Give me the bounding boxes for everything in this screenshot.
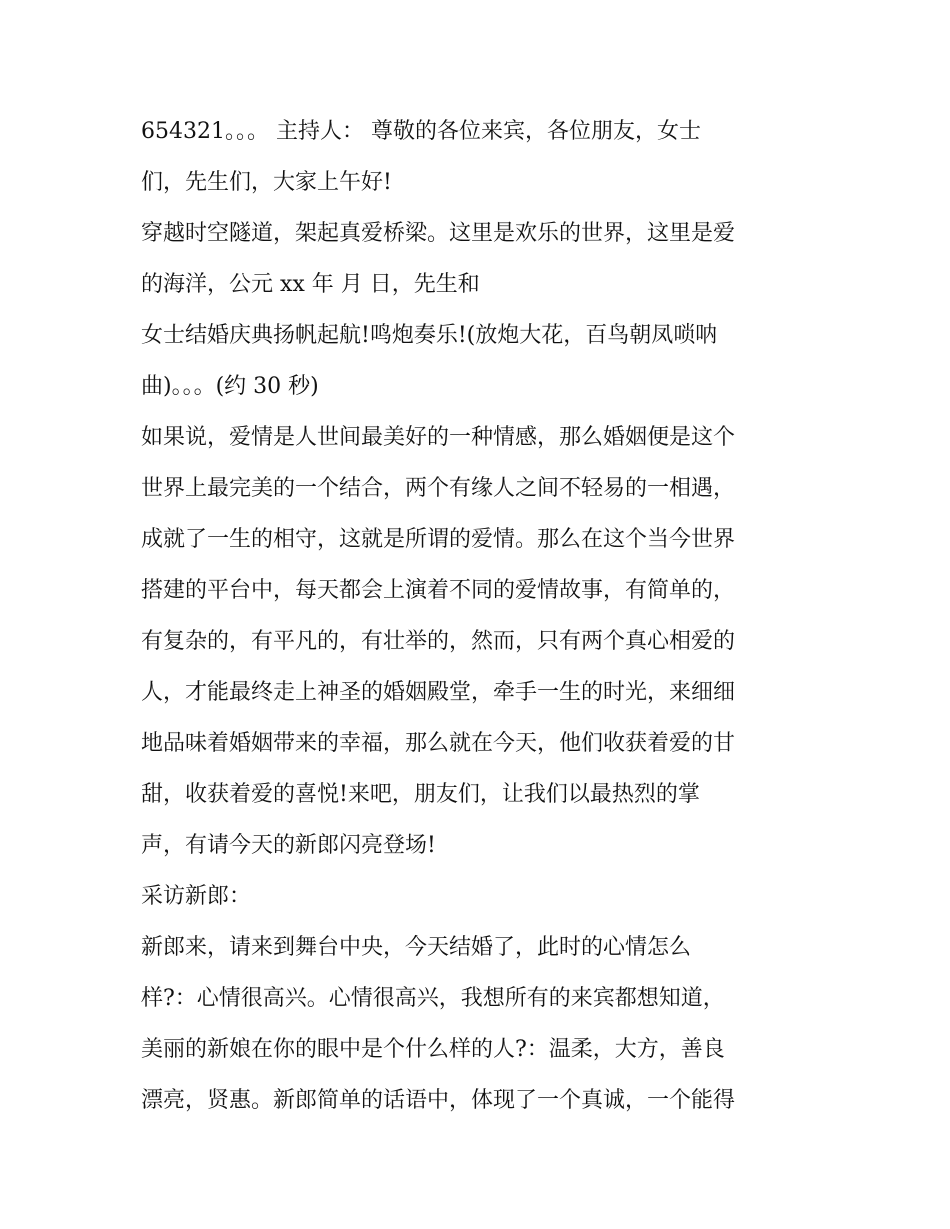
text-line: 人，才能最终走上神圣的婚姻殿堂，牵手一生的时光，来细细 — [141, 680, 736, 705]
text-line: 们，先生们，大家上午好! — [141, 170, 392, 195]
text-line: 漂亮，贤惠。新郎简单的话语中，体现了一个真诚，一个能得 — [141, 1088, 736, 1113]
text-line: 世界上最完美的一个结合，两个有缘人之间不轻易的一相遇， — [141, 476, 736, 501]
text-line: 曲)。。。(约 30 秒) — [141, 374, 319, 399]
text-line: 搭建的平台中，每天都会上演着不同的爱情故事，有简单的， — [141, 578, 736, 603]
text-line: 地品味着婚姻带来的幸福，那么就在今天，他们收获着爱的甘 — [141, 731, 736, 756]
text-line: 甜，收获着爱的喜悦!来吧，朋友们，让我们以最热烈的掌 — [141, 782, 700, 807]
text-line: 654321。。。 主持人： 尊敬的各位来宾，各位朋友，女士 — [141, 119, 701, 144]
text-line: 成就了一生的相守，这就是所谓的爱情。那么在这个当今世界 — [141, 527, 736, 552]
text-line: 美丽的新娘在你的眼中是个什么样的人?：温柔，大方，善良 — [141, 1037, 725, 1062]
text-line: 声，有请今天的新郎闪亮登场! — [141, 833, 436, 858]
body-text — [141, 106, 821, 1126]
text-line: 新郎来，请来到舞台中央，今天结婚了，此时的心情怎么 — [141, 935, 692, 960]
text-line: 女士结婚庆典扬帆起航!鸣炮奏乐!(放炮大花，百鸟朝凤唢呐 — [141, 323, 718, 348]
text-line: 样?：心情很高兴。心情很高兴，我想所有的来宾都想知道， — [141, 986, 725, 1011]
text-line: 穿越时空隧道，架起真爱桥梁。这里是欢乐的世界，这里是爱 — [141, 221, 736, 246]
section-heading: 采访新郎： — [141, 884, 252, 909]
text-line: 如果说，爱情是人世间最美好的一种情感，那么婚姻便是这个 — [141, 425, 736, 450]
text-line: 有复杂的，有平凡的，有壮举的，然而，只有两个真心相爱的 — [141, 629, 736, 654]
text-line: 的海洋，公元 xx 年 月 日，先生和 — [141, 272, 480, 297]
